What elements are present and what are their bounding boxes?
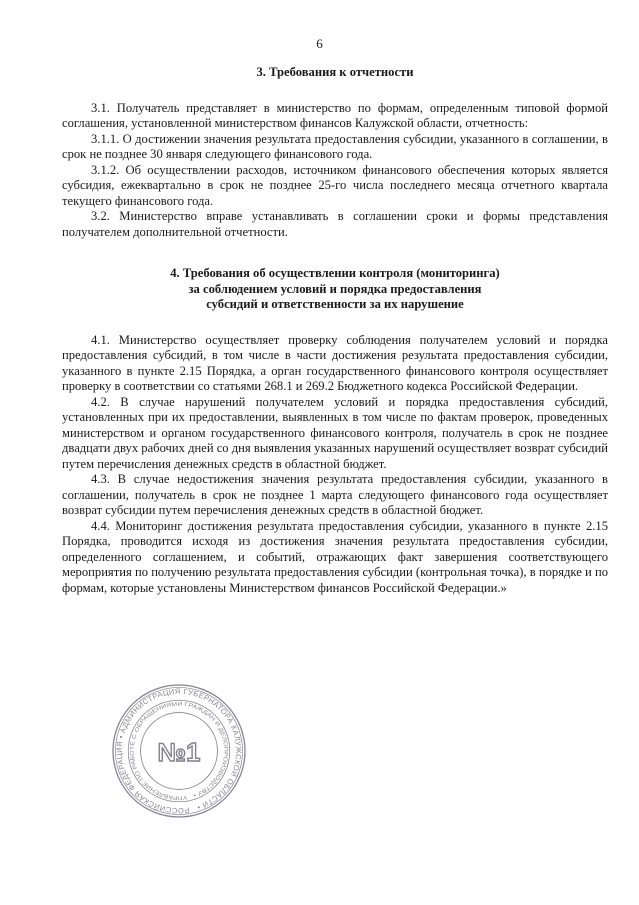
paragraph-4-3: 4.3. В случае недостижения значения результата предоставления субсидии, указанного в соглашении, получатель в срок не позднее 1 марта следующего финансового года осуществляет возврат субсидии путем перечисления денежных средств в областной бюджет. <box>62 472 608 517</box>
document-body <box>62 65 608 596</box>
section-3-title: 3. Требования к отчетности <box>256 65 414 79</box>
paragraph-3-1-2: 3.1.2. Об осуществлении расходов, источником финансового обеспечения которых является субсидия, ежеквартально в срок не позднее 25-го числа последнего месяца отчетного квартала текущего финансового года. <box>62 162 608 208</box>
paragraph-4-4: 4.4. Мониторинг достижения результата предоставления субсидии, указанного в пункте 2.15 Порядка, проводится исходя из достижения значения результата предоставления субсидии, определенного соглашением, и событий, отражающих факт завершения соответствующего мероприятия по получению результата предоставления субсидии (контрольная точка), в порядке и по формам, которые установлены Министерством финансов Российской Федерации.» <box>62 518 608 595</box>
paragraph-4-1: 4.1. Министерство осуществляет проверку соблюдения получателем условий и порядка предоставления субсидий, в том числе в части достижения результата предоставления субсидии, указанного в пункте 2.15 Порядка, а орган государственного финансового контроля осуществляет проверку в соответствии со статьями 268.1 и 269.2 Бюджетного кодекса Российской Федерации. <box>62 332 608 393</box>
stamp-inner-text: УПРАВЛЕНИЕ ПО РАБОТЕ С ОБРАЩЕНИЯМИ ГРАЖДАН И ДЕЛОПРОИЗВОДСТВУ • <box>129 701 229 801</box>
section-4-title-line-3: субсидий и ответственности за их нарушение <box>206 297 464 311</box>
stamp-outer-text: РОССИЙСКАЯ ФЕДЕРАЦИЯ • АДМИНИСТРАЦИЯ ГУБЕРНАТОРА КАЛУЖСКОЙ ОБЛАСТИ • <box>114 686 244 816</box>
section-4-title-line-1: 4. Требования об осуществлении контроля (мониторинга) <box>170 266 500 280</box>
stamp-number: №1 <box>157 738 201 767</box>
paragraph-3-1: 3.1. Получатель представляет в министерство по формам, определенным типовой формой соглашения, установленной министерством финансов Калужской области, отчетность: <box>62 100 608 130</box>
section-4-title-line-2: за соблюдением условий и порядка предоставления <box>188 281 482 296</box>
paragraph-4-2: 4.2. В случае нарушений получателем условий и порядка предоставления субсидий, установленных при их предоставлении, выявленных в том числе по фактам проверок, проведенных министерством и органом государственного финансового контроля, получатель в срок не позднее двадцати двух рабочих дней со дня выявления указанных нарушений осуществляет возврат субсидий путем перечисления денежных средств в областной бюджет. <box>62 394 608 471</box>
official-stamp <box>110 682 248 820</box>
paragraph-3-2: 3.2. Министерство вправе устанавливать в соглашении сроки и формы представления получателем дополнительной отчетности. <box>62 209 608 239</box>
page-number: 6 <box>316 36 323 51</box>
section-4-title <box>62 266 608 313</box>
paragraph-3-1-1: 3.1.1. О достижении значения результата предоставления субсидии, указанного в соглашении, в срок не позднее 30 января следующего финансового года. <box>62 131 608 161</box>
